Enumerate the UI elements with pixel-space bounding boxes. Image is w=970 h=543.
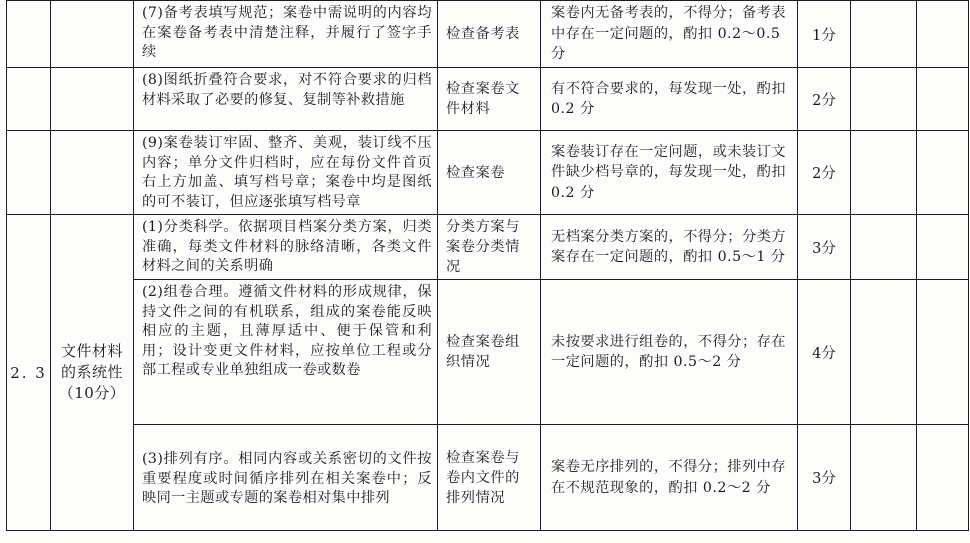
score-cell: 1分 <box>798 1 851 68</box>
blank-cell <box>851 425 917 531</box>
criterion-cell: (3)排列有序。相同内容或关系密切的文件按重要程度或时间循序排列在相关案卷中；反映同一主题或专题的案卷相对集中排列 <box>134 425 438 531</box>
section-title-line: 的系统性 <box>60 363 123 381</box>
table-row <box>7 131 969 215</box>
blank-cell <box>851 215 917 280</box>
number-cell <box>7 1 51 68</box>
criterion-cell: (7)备考表填写规范；案卷中需说明的内容均在案卷备考表中清楚注释，并履行了签字手续 <box>134 1 438 68</box>
score-cell: 3分 <box>798 215 851 280</box>
deduction-cell: 无档案分类方案的，不得分；分类方案存在一定问题的，酌扣 0.5～1 分 <box>541 215 798 280</box>
number-cell <box>7 131 51 215</box>
section-title <box>51 215 134 531</box>
blank-cell <box>917 280 969 425</box>
evaluation-table <box>6 0 969 531</box>
section-points: （10分） <box>58 384 126 402</box>
deduction-cell: 案卷无序排列的，不得分；排列中存在不规范现象的，酌扣 0.2～2 分 <box>541 425 798 531</box>
blank-cell <box>917 131 969 215</box>
blank-cell <box>851 1 917 68</box>
table-row <box>7 280 969 425</box>
score-cell: 2分 <box>798 68 851 131</box>
score-cell: 2分 <box>798 131 851 215</box>
section-title-line: 文件材料 <box>60 342 123 360</box>
method-cell: 检查案卷 <box>438 131 541 215</box>
blank-cell <box>917 215 969 280</box>
deduction-cell: 案卷内无备考表的，不得分；备考表中存在一定问题的，酌扣 0.2～0.5 分 <box>541 1 798 68</box>
deduction-cell: 未按要求进行组卷的，不得分；存在一定问题的，酌扣 0.5～2 分 <box>541 280 798 425</box>
blank-cell <box>917 425 969 531</box>
table-row <box>7 1 969 68</box>
table-row <box>7 425 969 531</box>
score-cell: 4分 <box>798 280 851 425</box>
item-cell <box>51 131 134 215</box>
item-cell <box>51 1 134 68</box>
criterion-cell: (2)组卷合理。遵循文件材料的形成规律，保持文件之间的有机联系，组成的案卷能反映相应的主题，且薄厚适中、便于保管和利用；设计变更文件材料，应按单位工程或分部工程或专业单独组成一卷或数卷 <box>134 280 438 425</box>
item-cell <box>51 68 134 131</box>
blank-cell <box>851 131 917 215</box>
method-cell: 分类方案与案卷分类情况 <box>438 215 541 280</box>
number-cell <box>7 68 51 131</box>
criterion-cell: (8)图纸折叠符合要求，对不符合要求的归档材料采取了必要的修复、复制等补救措施 <box>134 68 438 131</box>
criterion-cell: (1)分类科学。依据项目档案分类方案，归类准确，每类文件材料的脉络清晰，各类文件材料之间的关系明确 <box>134 215 438 280</box>
criterion-cell: (9)案卷装订牢固、整齐、美观，装订线不压内容；单分文件归档时，应在每份文件首页右上方加盖、填写档号章；案卷中均是图纸的可不装订，但应逐张填写档号章 <box>134 131 438 215</box>
method-cell: 检查案卷组织情况 <box>438 280 541 425</box>
table-row <box>7 215 969 280</box>
deduction-cell: 案卷装订存在一定问题，或未装订文件缺少档号章的，每发现一处，酌扣 0.2 分 <box>541 131 798 215</box>
method-cell: 检查备考表 <box>438 1 541 68</box>
method-cell: 检查案卷与卷内文件的排列情况 <box>438 425 541 531</box>
blank-cell <box>917 68 969 131</box>
blank-cell <box>851 280 917 425</box>
deduction-cell: 有不符合要求的，每发现一处，酌扣 0.2 分 <box>541 68 798 131</box>
section-number: 2. 3 <box>7 215 51 531</box>
method-cell: 检查案卷文件材料 <box>438 68 541 131</box>
blank-cell <box>851 68 917 131</box>
score-cell: 3分 <box>798 425 851 531</box>
blank-cell <box>917 1 969 68</box>
table-row <box>7 68 969 131</box>
